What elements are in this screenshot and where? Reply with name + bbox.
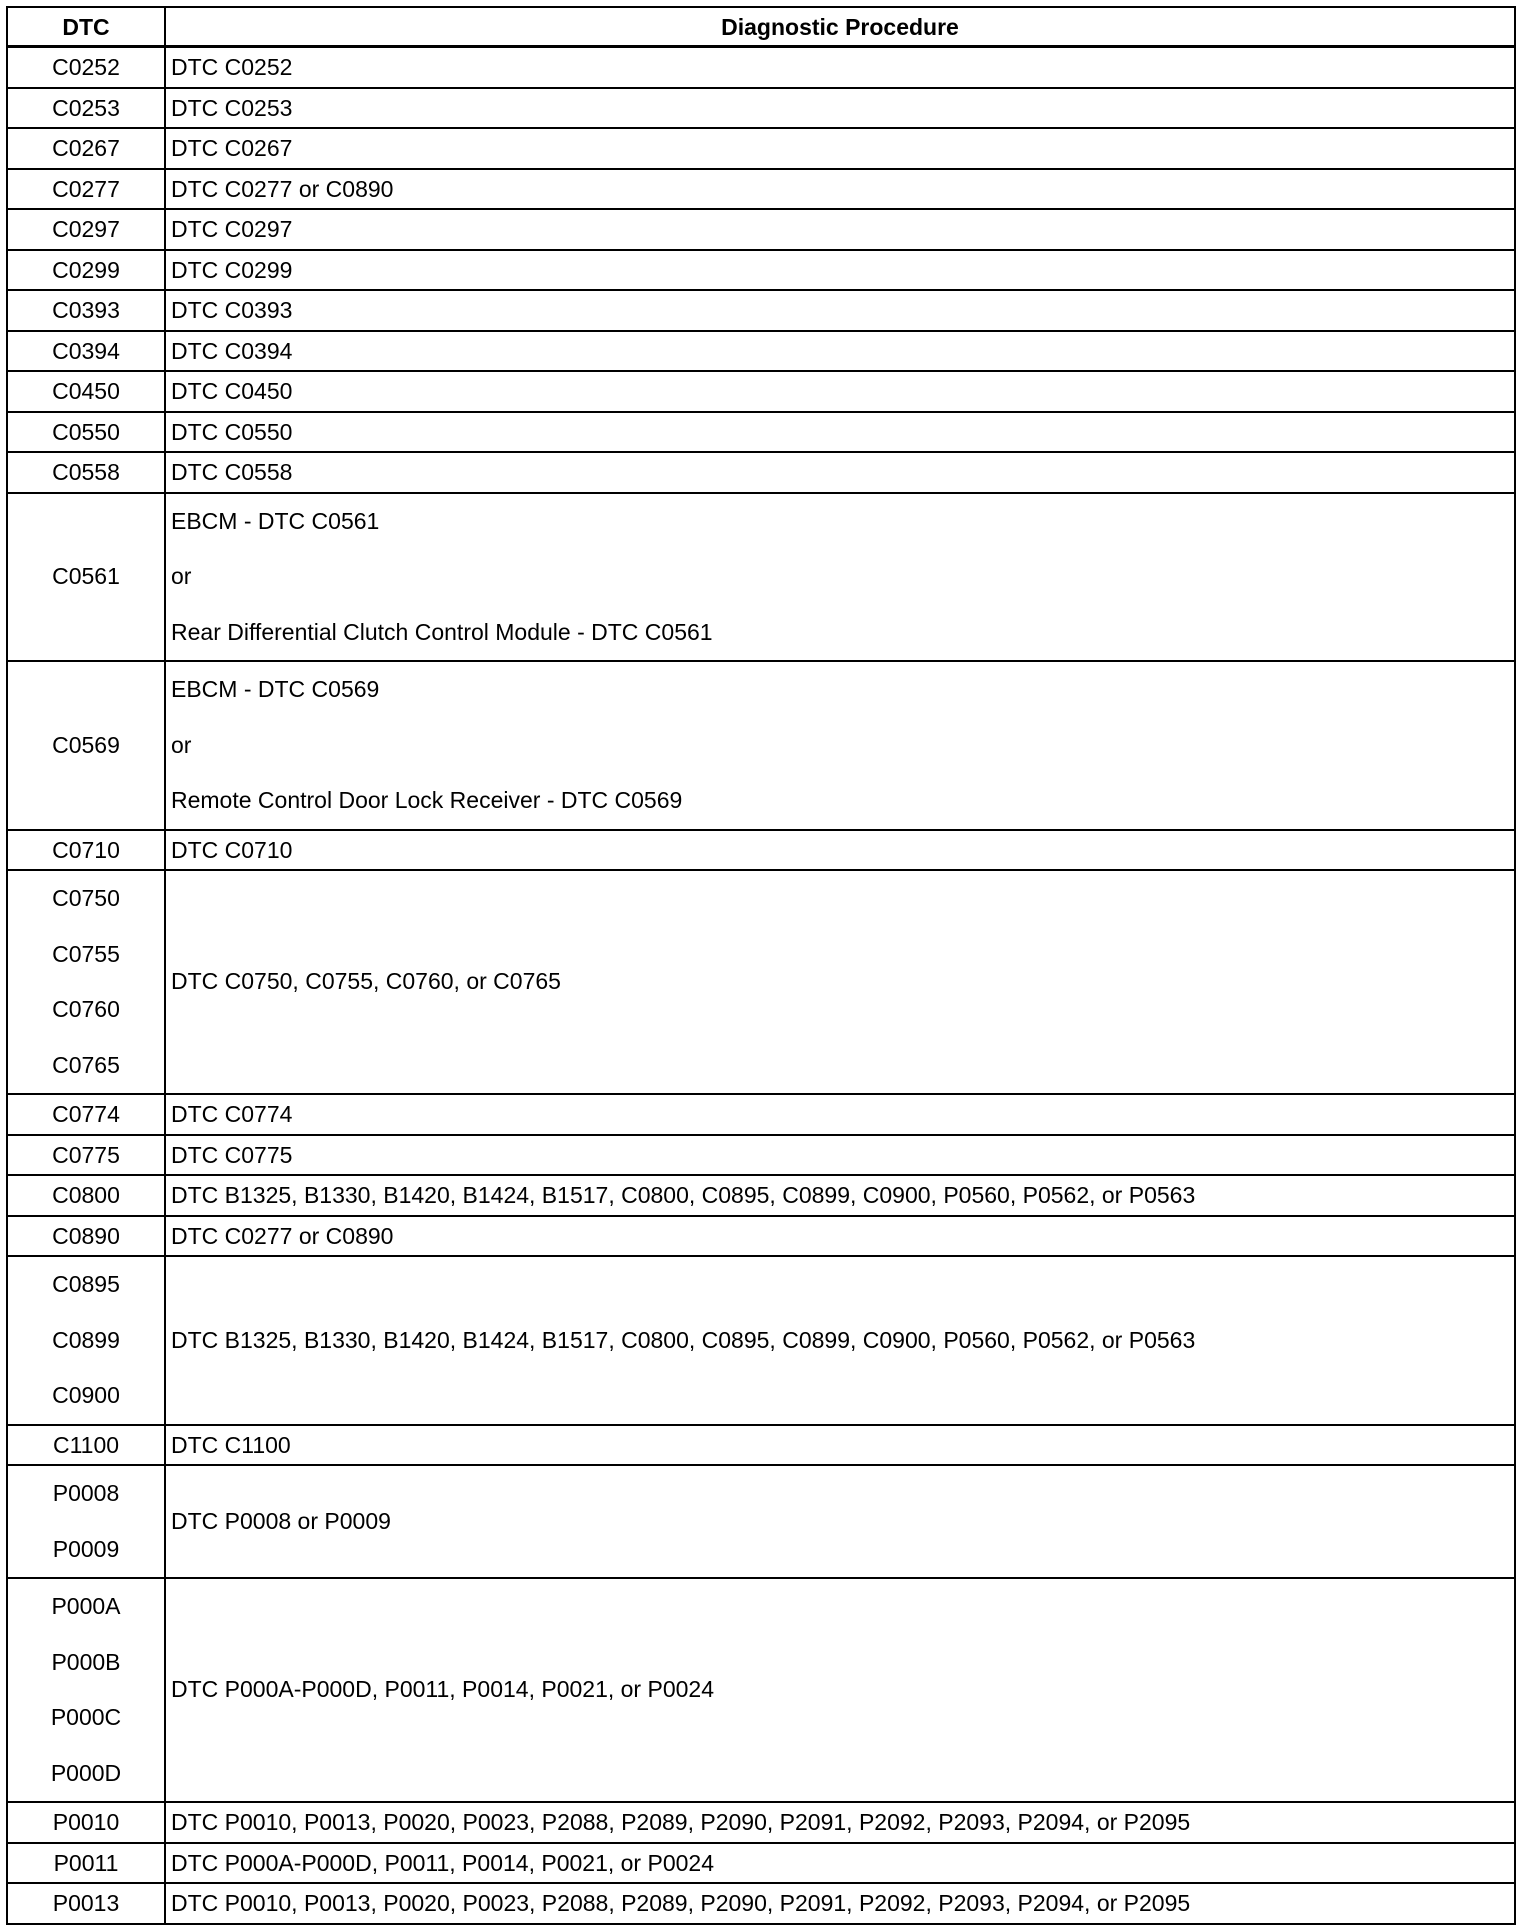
table-header-row	[7, 7, 1515, 47]
dtc-code: C0550	[52, 418, 120, 445]
diagnostic-procedure-cell	[165, 1094, 1515, 1135]
diagnostic-procedure-cell	[165, 371, 1515, 412]
diagnostic-procedure-cell	[165, 47, 1515, 88]
dtc-code: P0009	[52, 1535, 120, 1562]
diagnostic-procedure-cell	[165, 1175, 1515, 1216]
dtc-code-cell	[7, 412, 165, 453]
dtc-code: C0750	[52, 885, 120, 911]
diagnostic-procedure-cell	[165, 88, 1515, 129]
procedure-text: Remote Control Door Lock Receiver - DTC C0569	[171, 787, 683, 813]
table-row	[7, 1216, 1515, 1257]
table-row	[7, 209, 1515, 250]
table-row	[7, 1883, 1515, 1924]
dtc-code-cell	[7, 1175, 165, 1216]
diagnostic-procedure-cell	[165, 1425, 1515, 1466]
dtc-code: C0755	[52, 940, 120, 967]
dtc-code-cell	[7, 1843, 165, 1884]
dtc-code-cell	[7, 1465, 165, 1578]
dtc-table-page	[6, 6, 1514, 1925]
diagnostic-procedure-cell	[165, 1216, 1515, 1257]
dtc-code: C0765	[52, 1051, 120, 1078]
dtc-table	[6, 6, 1516, 1925]
table-row	[7, 1175, 1515, 1216]
dtc-code: C0899	[52, 1326, 120, 1353]
table-row	[7, 493, 1515, 662]
diagnostic-procedure-cell	[165, 1256, 1515, 1425]
dtc-code: P000B	[51, 1648, 121, 1675]
dtc-code-cell	[7, 1425, 165, 1466]
diagnostic-procedure-cell	[165, 331, 1515, 372]
table-row	[7, 870, 1515, 1094]
dtc-code: C0800	[52, 1182, 120, 1209]
table-row	[7, 1465, 1515, 1578]
dtc-code: C0253	[52, 94, 120, 121]
diagnostic-procedure-cell	[165, 169, 1515, 210]
dtc-code: C0895	[52, 1271, 120, 1297]
diagnostic-procedure-cell	[165, 290, 1515, 331]
dtc-code: C0267	[52, 135, 120, 162]
table-row	[7, 830, 1515, 871]
diagnostic-procedure-cell	[165, 1578, 1515, 1802]
dtc-code-cell	[7, 830, 165, 871]
table-row	[7, 661, 1515, 830]
procedure-text: DTC C0775	[171, 1141, 293, 1168]
dtc-code: P000D	[50, 1759, 122, 1786]
procedure-text: Rear Differential Clutch Control Module - DTC C0561	[171, 618, 713, 645]
dtc-code-cell	[7, 1578, 165, 1802]
diagnostic-procedure-cell	[165, 1135, 1515, 1176]
procedure-text: DTC C0393	[171, 297, 293, 324]
diagnostic-procedure-cell	[165, 870, 1515, 1094]
procedure-text: DTC P0010, P0013, P0020, P0023, P2088, P2089, P2090, P2091, P2092, P2093, P2094, or P2095	[171, 1809, 1191, 1836]
diagnostic-procedure-cell	[165, 1883, 1515, 1924]
procedure-text: DTC P000A-P000D, P0011, P0014, P0021, or P0024	[171, 1849, 714, 1876]
table-row	[7, 88, 1515, 129]
dtc-code: C0774	[52, 1101, 120, 1128]
table-row	[7, 47, 1515, 88]
table-row	[7, 1843, 1515, 1884]
dtc-code: C0569	[52, 731, 120, 758]
procedure-text: DTC B1325, B1330, B1420, B1424, B1517, C0800, C0895, C0899, C0900, P0560, P0562, or P0563	[171, 1326, 1196, 1353]
dtc-code: C0252	[52, 54, 120, 81]
dtc-code: P0011	[53, 1849, 119, 1876]
table-row	[7, 452, 1515, 493]
dtc-code: C0760	[52, 996, 120, 1022]
dtc-code: P0013	[52, 1890, 120, 1917]
procedure-text: DTC C0253	[171, 94, 293, 121]
table-row	[7, 1802, 1515, 1843]
procedure-text: DTC P000A-P000D, P0011, P0014, P0021, or P0024	[171, 1676, 714, 1703]
diagnostic-procedure-cell	[165, 452, 1515, 493]
header-dtc: DTC	[7, 7, 165, 47]
table-row	[7, 290, 1515, 331]
table-row	[7, 1578, 1515, 1802]
diagnostic-procedure-cell	[165, 1465, 1515, 1578]
table-row	[7, 412, 1515, 453]
dtc-code-cell	[7, 1216, 165, 1257]
procedure-text: DTC C0277 or C0890	[171, 1222, 394, 1249]
diagnostic-procedure-cell	[165, 830, 1515, 871]
table-row	[7, 1256, 1515, 1425]
procedure-text: or	[171, 563, 192, 589]
diagnostic-procedure-cell	[165, 412, 1515, 453]
table-body	[7, 47, 1515, 1924]
dtc-code: C0890	[52, 1222, 120, 1249]
dtc-code: P000C	[50, 1704, 122, 1730]
dtc-code: C0297	[52, 216, 120, 243]
dtc-code-cell	[7, 870, 165, 1094]
dtc-code-cell	[7, 452, 165, 493]
diagnostic-procedure-cell	[165, 128, 1515, 169]
dtc-code: C0900	[52, 1382, 120, 1408]
dtc-code-cell	[7, 209, 165, 250]
dtc-code-cell	[7, 493, 165, 662]
dtc-code: C0558	[52, 459, 120, 486]
dtc-code-cell	[7, 128, 165, 169]
dtc-code-cell	[7, 1256, 165, 1425]
procedure-text: DTC P0008 or P0009	[171, 1507, 391, 1534]
dtc-code: P0010	[52, 1809, 120, 1836]
dtc-code-cell	[7, 331, 165, 372]
diagnostic-procedure-cell	[165, 661, 1515, 830]
procedure-text: DTC C0297	[171, 216, 293, 243]
dtc-code-cell	[7, 1135, 165, 1176]
dtc-code-cell	[7, 250, 165, 291]
dtc-code-cell	[7, 1883, 165, 1924]
procedure-text: DTC C0267	[171, 135, 293, 162]
procedure-text: DTC C0394	[171, 337, 293, 364]
dtc-code-cell	[7, 661, 165, 830]
diagnostic-procedure-cell	[165, 1802, 1515, 1843]
procedure-text: or	[171, 731, 192, 758]
dtc-code: C0299	[52, 256, 120, 283]
procedure-text: DTC C0252	[171, 54, 293, 81]
dtc-code: C0394	[52, 337, 120, 364]
dtc-code: P000A	[51, 1593, 121, 1619]
dtc-code-cell	[7, 169, 165, 210]
dtc-code: C0710	[52, 836, 120, 863]
diagnostic-procedure-cell	[165, 250, 1515, 291]
diagnostic-procedure-cell	[165, 1843, 1515, 1884]
table-row	[7, 128, 1515, 169]
dtc-code-cell	[7, 290, 165, 331]
procedure-text: DTC P0010, P0013, P0020, P0023, P2088, P2089, P2090, P2091, P2092, P2093, P2094, or P2095	[171, 1890, 1191, 1917]
table-row	[7, 250, 1515, 291]
table-row	[7, 371, 1515, 412]
procedure-text: DTC C0750, C0755, C0760, or C0765	[171, 968, 561, 995]
table-row	[7, 169, 1515, 210]
dtc-code: C0450	[52, 378, 120, 405]
procedure-text: DTC C0710	[171, 836, 293, 863]
procedure-text: DTC C0550	[171, 418, 293, 445]
dtc-code: C0775	[52, 1141, 120, 1168]
dtc-code: C0561	[52, 563, 120, 589]
procedure-text: DTC C0450	[171, 378, 293, 405]
procedure-text: DTC B1325, B1330, B1420, B1424, B1517, C0800, C0895, C0899, C0900, P0560, P0562, or P0563	[171, 1182, 1196, 1209]
header-diagnostic-procedure: Diagnostic Procedure	[165, 7, 1515, 47]
table-row	[7, 331, 1515, 372]
diagnostic-procedure-cell	[165, 209, 1515, 250]
dtc-code-cell	[7, 88, 165, 129]
dtc-code-cell	[7, 1094, 165, 1135]
dtc-code-cell	[7, 47, 165, 88]
dtc-code: C0277	[52, 175, 120, 202]
dtc-code-cell	[7, 371, 165, 412]
dtc-code: P0008	[52, 1480, 120, 1506]
procedure-text: DTC C0558	[171, 459, 293, 486]
procedure-text: DTC C1100	[171, 1431, 291, 1458]
table-row	[7, 1135, 1515, 1176]
table-row	[7, 1425, 1515, 1466]
procedure-text: EBCM - DTC C0569	[171, 676, 380, 702]
dtc-code: C1100	[52, 1431, 120, 1458]
table-row	[7, 1094, 1515, 1135]
dtc-code-cell	[7, 1802, 165, 1843]
procedure-text: DTC C0774	[171, 1101, 293, 1128]
dtc-code: C0393	[52, 297, 120, 324]
diagnostic-procedure-cell	[165, 493, 1515, 662]
procedure-text: DTC C0277 or C0890	[171, 175, 394, 202]
procedure-text: EBCM - DTC C0561	[171, 507, 380, 534]
procedure-text: DTC C0299	[171, 256, 293, 283]
